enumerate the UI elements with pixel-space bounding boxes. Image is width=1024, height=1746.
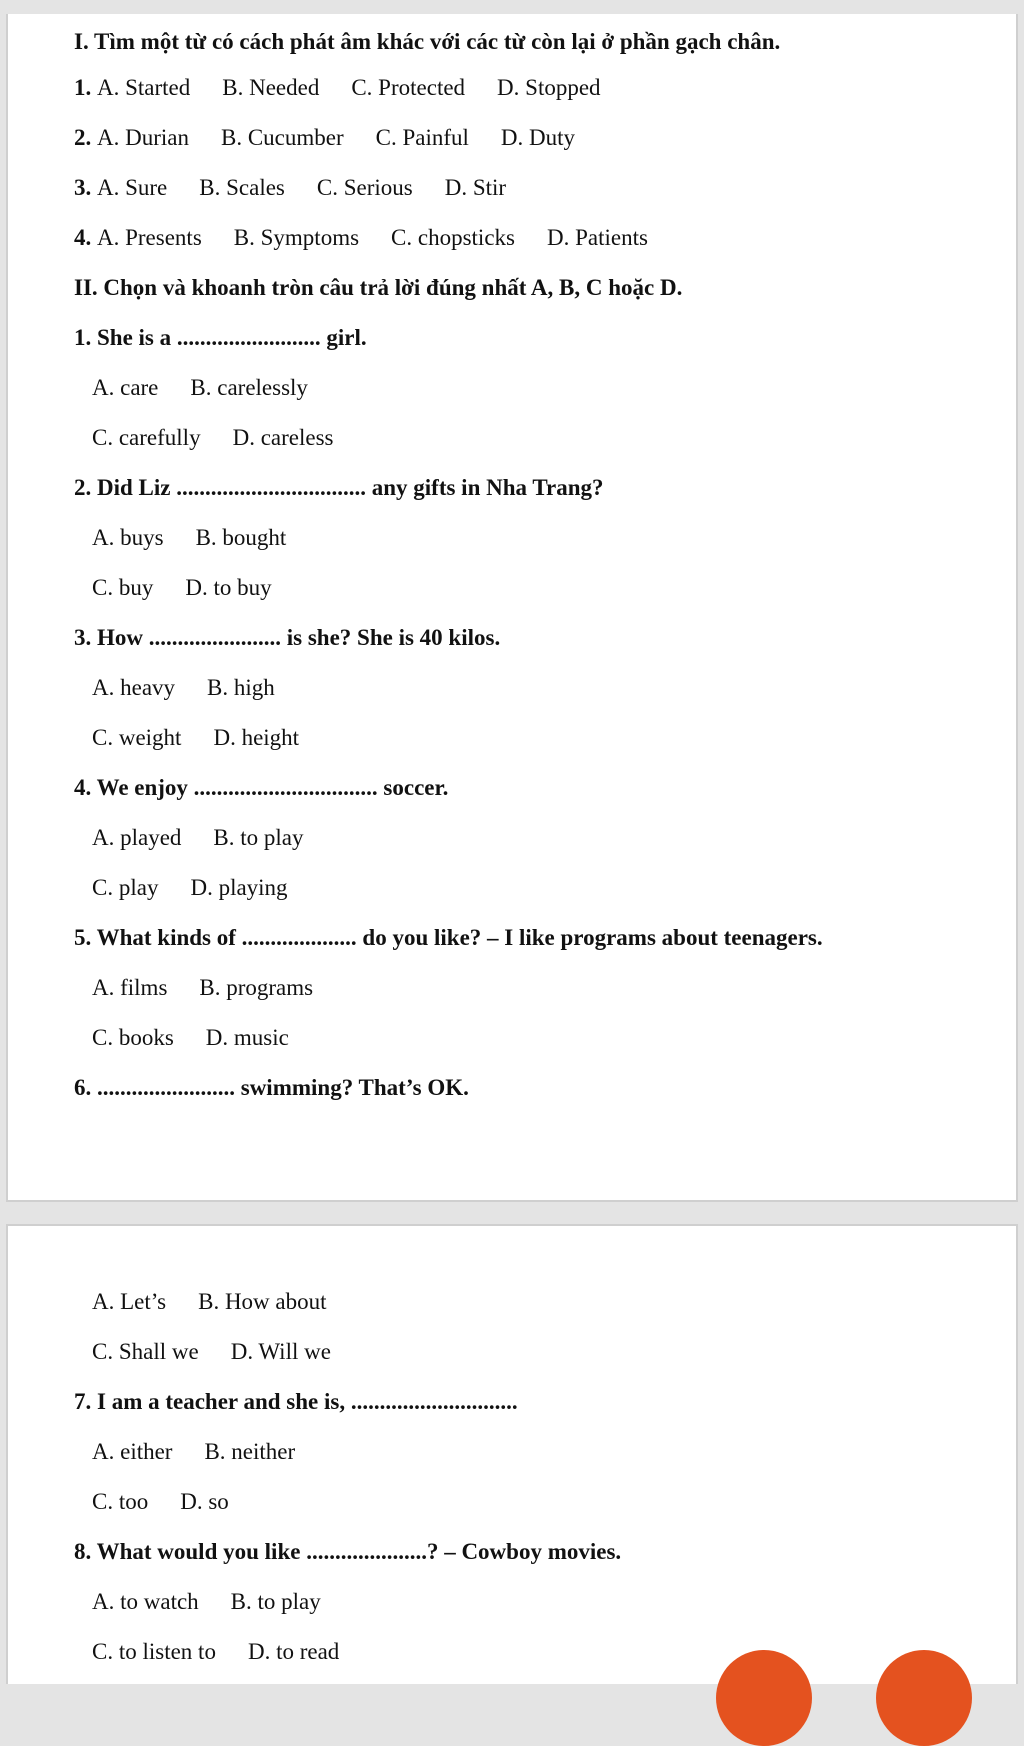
option: A. Sure: [97, 175, 168, 200]
s1-q3-number: 3.: [74, 175, 92, 200]
option: C. Shall we: [92, 1339, 199, 1364]
s1-q1-number: 1.: [74, 75, 92, 100]
option: C. to listen to: [92, 1639, 216, 1664]
option: A. care: [92, 375, 159, 400]
option: B. carelessly: [190, 375, 308, 400]
option: D. height: [213, 725, 300, 750]
option: B. Symptoms: [233, 225, 360, 250]
s1-q4-number: 4.: [74, 225, 92, 250]
option: C. carefully: [92, 425, 201, 450]
option: A. heavy: [92, 675, 176, 700]
s2-question-3-stem: 3. How ....................... is she? She is 40 kilos.: [74, 625, 501, 650]
option: C. Serious: [316, 175, 413, 200]
option: A. Let’s: [92, 1289, 167, 1314]
s2-q1-options-row2: [92, 424, 333, 452]
s2-q4-options-row2: [92, 874, 288, 902]
option: D. to buy: [185, 575, 272, 600]
s2-question-1-stem: 1. She is a ......................... girl.: [74, 325, 367, 350]
section-2-heading: II. Chọn và khoanh tròn câu trả lời đúng nhất A, B, C hoặc D.: [74, 275, 683, 300]
s2-q6-options-row1: [92, 1288, 327, 1316]
s2-q3-options-row1: [92, 674, 275, 702]
s2-question-6-stem: 6. ........................ swimming? That’s OK.: [74, 1075, 469, 1100]
option: C. buy: [92, 575, 154, 600]
s2-q5-options-row1: [92, 974, 313, 1002]
option: C. too: [92, 1489, 149, 1514]
option: A. buys: [92, 525, 164, 550]
s2-q8-options-row2: [92, 1638, 339, 1666]
floating-action-button[interactable]: [716, 1650, 812, 1746]
option: C. Painful: [375, 125, 469, 150]
option: D. Stopped: [497, 75, 601, 100]
s2-question-2-stem: 2. Did Liz ................................. any gifts in Nha Trang?: [74, 475, 604, 500]
option: B. high: [207, 675, 275, 700]
s2-question-8-stem: 8. What would you like .....................? – Cowboy movies.: [74, 1539, 622, 1564]
s2-q3-options-row2: [92, 724, 299, 752]
s2-q1-options-row1: [92, 374, 308, 402]
s1-question-2: [74, 124, 575, 152]
section-1-heading: I. Tìm một từ có cách phát âm khác với các từ còn lại ở phần gạch chân.: [74, 29, 781, 54]
option: B. bought: [195, 525, 287, 550]
s2-q6-options-row2: [92, 1338, 331, 1366]
floating-action-button[interactable]: [876, 1650, 972, 1746]
option: C. books: [92, 1025, 174, 1050]
s1-question-4: [74, 224, 648, 252]
s2-q2-options-row2: [92, 574, 272, 602]
option: D. Patients: [547, 225, 648, 250]
option: D. Duty: [500, 125, 576, 150]
s2-question-7-stem: 7. I am a teacher and she is, .............................: [74, 1389, 518, 1414]
s2-q4-options-row1: [92, 824, 304, 852]
option: C. weight: [92, 725, 182, 750]
option: A. Started: [97, 75, 191, 100]
option: D. music: [205, 1025, 289, 1050]
s1-q2-number: 2.: [74, 125, 92, 150]
option: B. Cucumber: [220, 125, 344, 150]
s1-question-3: [74, 174, 506, 202]
option: B. programs: [199, 975, 314, 1000]
s2-question-5-stem: 5. What kinds of .................... do you like? – I like programs about teenagers.: [74, 925, 823, 950]
option: C. Protected: [351, 75, 466, 100]
s2-q7-options-row2: [92, 1488, 229, 1516]
option: B. How about: [198, 1289, 327, 1314]
option: B. Needed: [222, 75, 320, 100]
option: A. either: [92, 1439, 173, 1464]
option: A. Presents: [97, 225, 202, 250]
option: A. Durian: [97, 125, 189, 150]
option: A. films: [92, 975, 168, 1000]
option: D. to read: [247, 1639, 340, 1664]
option: C. play: [92, 875, 159, 900]
option: B. to play: [230, 1589, 321, 1614]
option: D. Will we: [230, 1339, 331, 1364]
document-page-2: [6, 1224, 1018, 1684]
option: B. neither: [204, 1439, 296, 1464]
s2-q5-options-row2: [92, 1024, 289, 1052]
option: D. so: [180, 1489, 229, 1514]
s1-question-1: [74, 74, 601, 102]
option: C. chopsticks: [391, 225, 515, 250]
s2-question-4-stem: 4. We enjoy ................................ soccer.: [74, 775, 449, 800]
option: D. careless: [232, 425, 334, 450]
option: B. Scales: [199, 175, 285, 200]
option: A. to watch: [92, 1589, 199, 1614]
s2-q8-options-row1: [92, 1588, 321, 1616]
s2-q7-options-row1: [92, 1438, 295, 1466]
option: B. to play: [213, 825, 304, 850]
option: D. Stir: [444, 175, 507, 200]
s2-q2-options-row1: [92, 524, 286, 552]
option: A. played: [92, 825, 182, 850]
document-page-1: [6, 14, 1018, 1202]
option: D. playing: [190, 875, 288, 900]
